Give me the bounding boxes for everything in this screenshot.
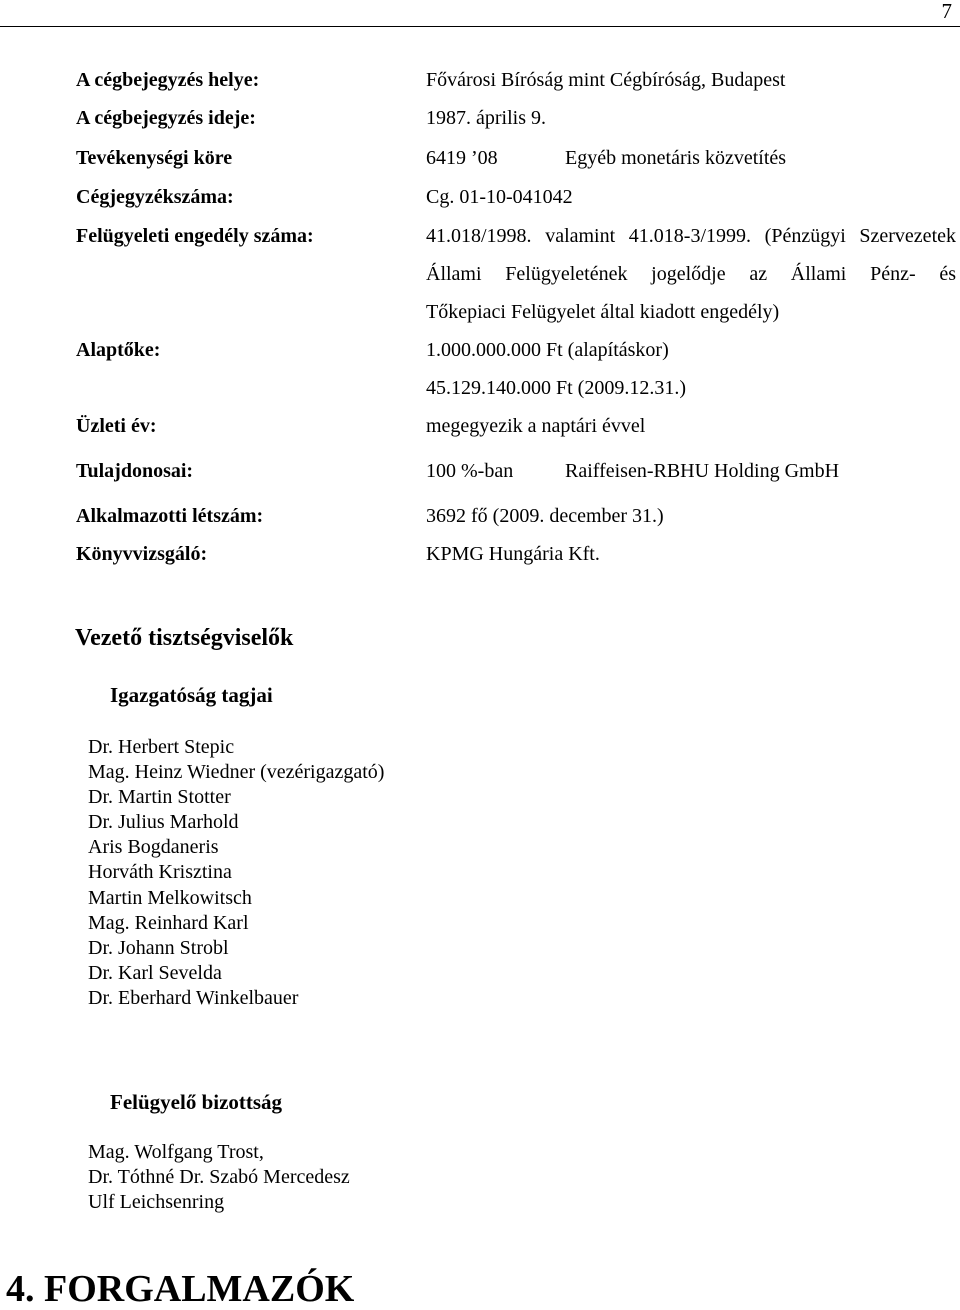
value-owner-name: Raiffeisen-RBHU Holding GmbH [565,460,840,482]
list-item: Dr. Johann Strobl [88,937,229,959]
value-capital-2009: 45.129.140.000 Ft (2009.12.31.) [426,377,686,399]
label-registration-place: A cégbejegyzés helye: [76,69,260,91]
list-item: Aris Bogdaneris [88,836,219,858]
value-auditor: KPMG Hungária Kft. [426,543,600,565]
board-title: Igazgatóság tagjai [110,683,273,707]
page-number: 7 [941,0,952,23]
list-item: Martin Melkowitsch [88,887,252,909]
label-headcount: Alkalmazotti létszám: [76,505,264,527]
label-share-capital: Alaptőke: [76,339,161,361]
supervisory-board-title: Felügyelő bizottság [110,1090,283,1114]
value-activity-code: 6419 ’08 [426,147,498,169]
value-registry-number: Cg. 01-10-041042 [426,186,573,208]
value-capital-founding: 1.000.000.000 Ft (alapításkor) [426,339,669,361]
section-title-officers: Vezető tisztségviselők [75,625,294,651]
list-item: Mag. Reinhard Karl [88,912,249,934]
label-auditor: Könyvvizsgáló: [76,543,208,565]
list-item: Dr. Tóthné Dr. Szabó Mercedesz [88,1166,350,1188]
label-owners: Tulajdonosai: [76,460,194,482]
value-license-line-1: 41.018/1998. valamint 41.018-3/1999. (Pénzügyi Szervezetek [426,225,956,247]
list-item: Dr. Martin Stotter [88,786,231,808]
label-registration-date: A cégbejegyzés ideje: [76,107,256,129]
value-registration-date: 1987. április 9. [426,107,546,129]
label-registry-number: Cégjegyzékszáma: [76,186,234,208]
value-activity-desc: Egyéb monetáris közvetítés [565,147,787,169]
value-license-line-3: Tőkepiaci Felügyelet által kiadott engedély) [426,301,780,323]
value-headcount: 3692 fő (2009. december 31.) [426,505,664,527]
chapter-heading: 4. FORGALMAZÓK [6,1268,355,1310]
list-item: Dr. Karl Sevelda [88,962,222,984]
list-item: Dr. Eberhard Winkelbauer [88,987,299,1009]
value-license-line-2: Állami Felügyeletének jogelődje az Állami Pénz- és [426,263,956,285]
list-item: Horváth Krisztina [88,861,232,883]
label-activity: Tevékenységi köre [76,147,233,169]
list-item: Mag. Heinz Wiedner (vezérigazgató) [88,761,385,783]
label-business-year: Üzleti év: [76,415,157,437]
value-owner-share: 100 %-ban [426,460,514,482]
value-registration-place: Fővárosi Bíróság mint Cégbíróság, Budapest [426,69,786,91]
list-item: Dr. Julius Marhold [88,811,239,833]
list-item: Mag. Wolfgang Trost, [88,1141,264,1163]
header-rule [0,26,960,27]
list-item: Dr. Herbert Stepic [88,736,235,758]
value-business-year: megegyezik a naptári évvel [426,415,646,437]
list-item: Ulf Leichsenring [88,1191,225,1213]
label-license-number: Felügyeleti engedély száma: [76,225,314,247]
